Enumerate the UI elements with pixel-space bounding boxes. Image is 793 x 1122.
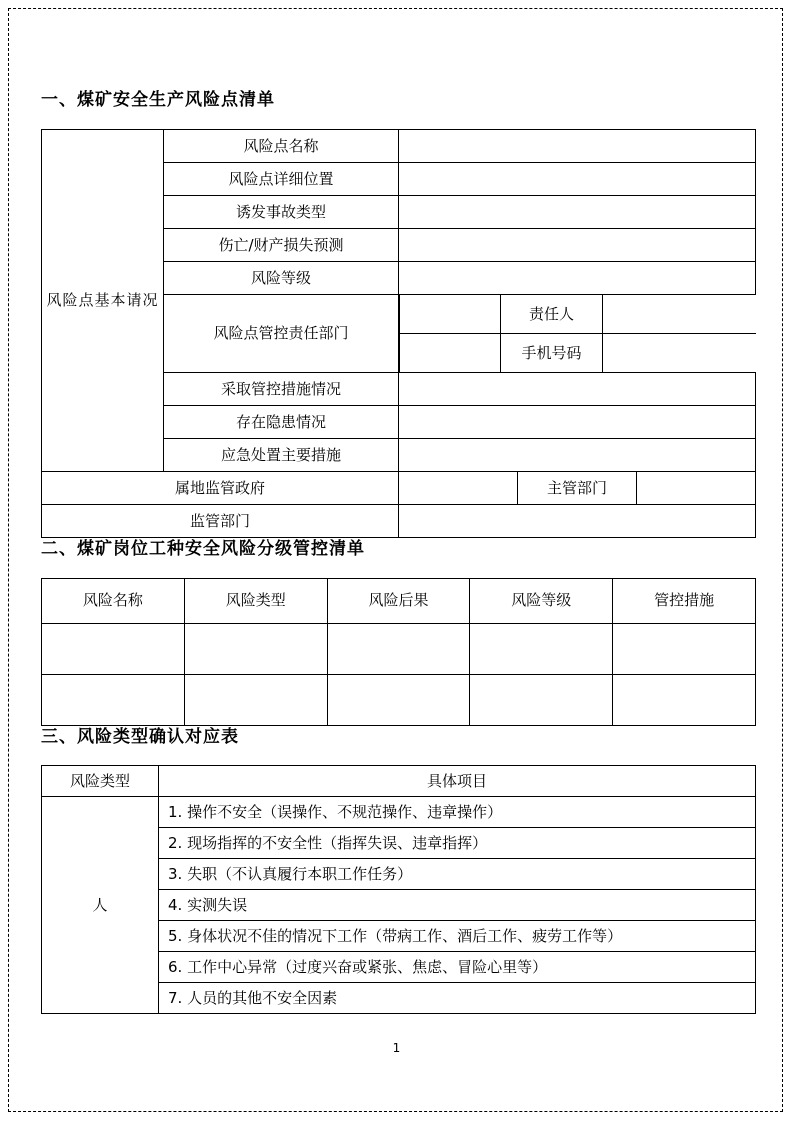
table-row	[400, 333, 756, 372]
table-row	[42, 674, 756, 725]
row-value-local-government[interactable]	[399, 471, 518, 504]
row-label-local-government: 属地监管政府	[42, 471, 399, 504]
cell-risk-type[interactable]	[184, 623, 327, 674]
column-header-risk-type: 风险类型	[42, 766, 159, 797]
row-label-control-measures: 采取管控措施情况	[164, 372, 399, 405]
row-label-loss-forecast: 伤亡/财产损失预测	[164, 228, 399, 261]
sub-value-phone-number[interactable]	[603, 333, 756, 372]
table-row	[42, 797, 756, 828]
sub-value-competent-dept[interactable]	[637, 471, 756, 504]
row-label-control-dept: 风险点管控责任部门	[164, 294, 399, 372]
row-value-accident-type[interactable]	[399, 195, 756, 228]
cell-risk-level[interactable]	[470, 623, 613, 674]
dept-value-person[interactable]	[400, 295, 501, 334]
row-label-risk-level: 风险等级	[164, 261, 399, 294]
section1-heading: 一、煤矿安全生产风险点清单	[41, 90, 275, 110]
risk-point-group-label: 风险点基本请况	[42, 129, 164, 471]
document-content	[41, 89, 756, 1014]
cell-risk-level[interactable]	[470, 674, 613, 725]
sub-label-phone-number: 手机号码	[501, 333, 603, 372]
cell-risk-consequence[interactable]	[327, 623, 470, 674]
job-risk-grading-table	[41, 578, 756, 726]
section2-heading: 二、煤矿岗位工种安全风险分级管控清单	[41, 538, 365, 559]
section3-heading: 三、风险类型确认对应表	[41, 726, 239, 747]
page-border	[8, 8, 783, 1112]
column-header-risk-name: 风险名称	[42, 578, 185, 623]
cell-risk-consequence[interactable]	[327, 674, 470, 725]
column-header-risk-consequence: 风险后果	[327, 578, 470, 623]
table-row	[42, 623, 756, 674]
sub-value-responsible-person[interactable]	[603, 295, 756, 334]
column-header-risk-type: 风险类型	[184, 578, 327, 623]
row-value-hidden-danger[interactable]	[399, 405, 756, 438]
column-header-risk-level: 风险等级	[470, 578, 613, 623]
cell-risk-name[interactable]	[42, 674, 185, 725]
table-row	[42, 129, 756, 162]
row-label-risk-location: 风险点详细位置	[164, 162, 399, 195]
column-header-specific-items: 具体项目	[159, 766, 756, 797]
cell-risk-type[interactable]	[184, 674, 327, 725]
risk-type-mapping-table	[41, 765, 756, 1014]
list-item: 1. 操作不安全（误操作、不规范操作、违章操作）	[159, 797, 756, 828]
table-row	[42, 504, 756, 537]
risk-point-table	[41, 129, 756, 538]
sub-label-competent-dept: 主管部门	[518, 471, 637, 504]
row-value-risk-level[interactable]	[399, 261, 756, 294]
table-header-row	[42, 578, 756, 623]
row-value-risk-name[interactable]	[399, 129, 756, 162]
list-item: 7. 人员的其他不安全因素	[159, 983, 756, 1014]
row-label-risk-name: 风险点名称	[164, 129, 399, 162]
row-value-supervision-dept[interactable]	[399, 504, 756, 537]
cell-control-measures[interactable]	[613, 623, 756, 674]
control-dept-subtable	[399, 295, 756, 372]
sub-label-responsible-person: 责任人	[501, 295, 603, 334]
page-number: 1	[392, 1041, 401, 1055]
row-value-control-measures[interactable]	[399, 372, 756, 405]
row-label-accident-type: 诱发事故类型	[164, 195, 399, 228]
table-row	[42, 471, 756, 504]
row-label-hidden-danger: 存在隐患情况	[164, 405, 399, 438]
table-header-row	[42, 766, 756, 797]
row-label-emergency-measures: 应急处置主要措施	[164, 438, 399, 471]
list-item: 6. 工作中心异常（过度兴奋或紧张、焦虑、冒险心里等）	[159, 952, 756, 983]
table-row	[400, 295, 756, 334]
dept-value-phone[interactable]	[400, 333, 501, 372]
control-dept-subtable-wrapper	[399, 294, 756, 372]
list-item: 5. 身体状况不佳的情况下工作（带病工作、酒后工作、疲劳工作等）	[159, 921, 756, 952]
row-value-emergency-measures[interactable]	[399, 438, 756, 471]
cell-control-measures[interactable]	[613, 674, 756, 725]
row-value-loss-forecast[interactable]	[399, 228, 756, 261]
list-item: 4. 实测失误	[159, 890, 756, 921]
risk-category-label-person: 人	[42, 797, 159, 1014]
cell-risk-name[interactable]	[42, 623, 185, 674]
row-label-supervision-dept: 监管部门	[42, 504, 399, 537]
column-header-control-measures: 管控措施	[613, 578, 756, 623]
row-value-risk-location[interactable]	[399, 162, 756, 195]
list-item: 2. 现场指挥的不安全性（指挥失误、违章指挥）	[159, 828, 756, 859]
list-item: 3. 失职（不认真履行本职工作任务）	[159, 859, 756, 890]
